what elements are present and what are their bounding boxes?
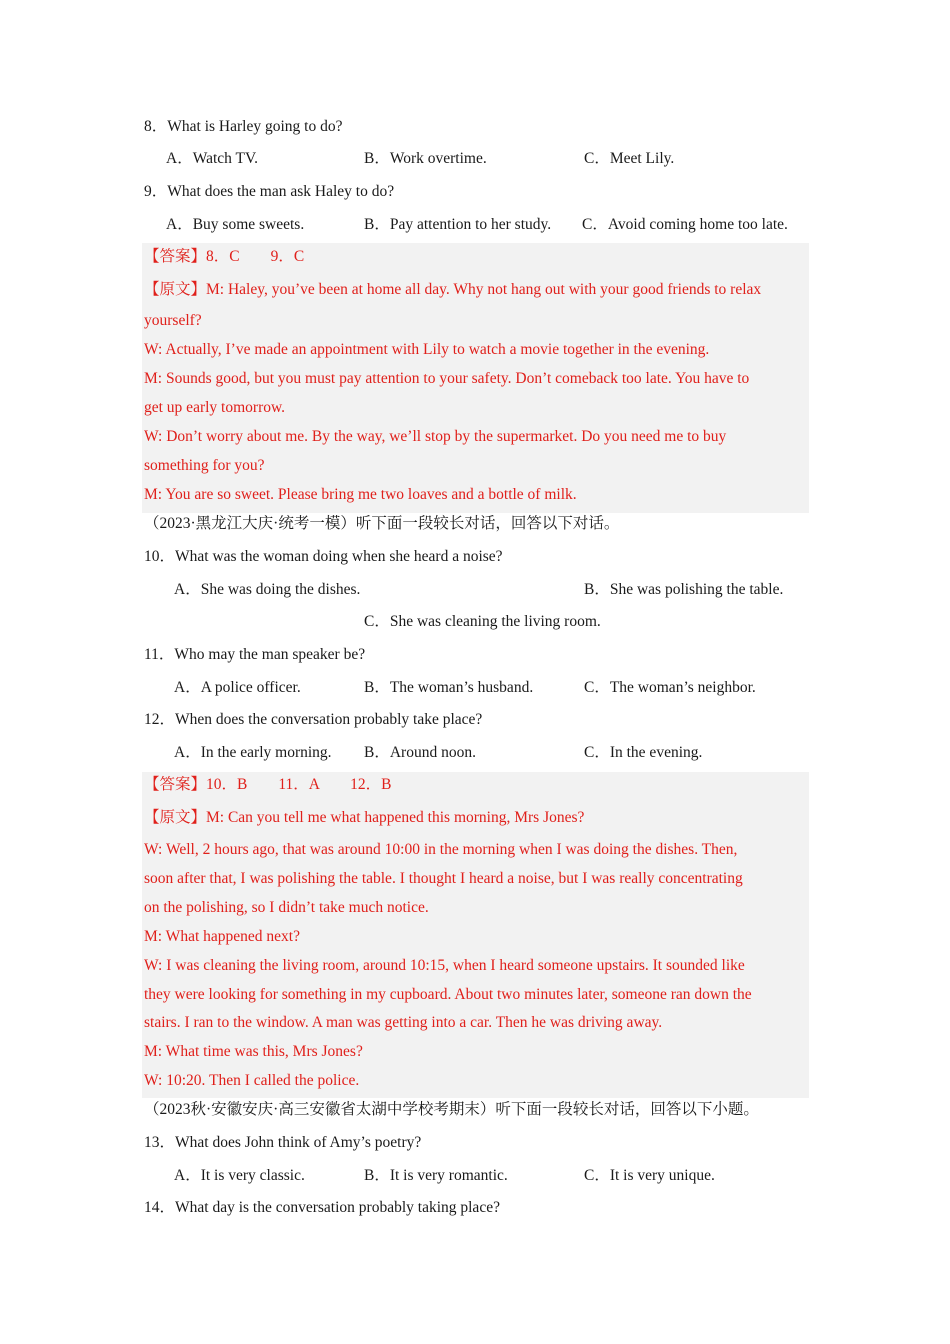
- q8-option-a: A．Watch TV.: [166, 150, 259, 167]
- transcript-1-line: something for you?: [144, 457, 265, 474]
- q12-option-c: C．In the evening.: [584, 744, 703, 761]
- q11-option-b: B．The woman’s husband.: [364, 679, 534, 696]
- question-10: 10．What was the woman doing when she heard a noise?: [144, 548, 503, 565]
- transcript-1-line: W: Actually, I’ve made an appointment with Lily to watch a movie together in the evening.: [144, 341, 710, 358]
- transcript-1-line: 【原文】M: Haley, you’ve been at home all day. Why not hang out with your good friends to relax: [144, 281, 762, 298]
- q12-option-b: B．Around noon.: [364, 744, 476, 761]
- q13-option-c: C．It is very unique.: [584, 1167, 715, 1184]
- question-13: 13．What does John think of Amy’s poetry?: [144, 1134, 422, 1151]
- q12-option-a: A．In the early morning.: [174, 744, 332, 761]
- answer-key-1: 【答案】8．C 9．C: [144, 248, 305, 265]
- transcript-2-line: stairs. I ran to the window. A man was getting into a car. Then he was driving away.: [144, 1014, 663, 1031]
- q9-option-b: B．Pay attention to her study.: [364, 216, 552, 233]
- q10-option-c: C．She was cleaning the living room.: [364, 613, 601, 630]
- q11-option-a: A．A police officer.: [174, 679, 301, 696]
- transcript-1-line: yourself?: [144, 312, 202, 329]
- transcript-2-line: M: What time was this, Mrs Jones?: [144, 1043, 363, 1060]
- transcript-1-line: W: Don’t worry about me. By the way, we’ll stop by the supermarket. Do you need me to buy: [144, 428, 727, 445]
- source-note-2: （2023秋·安徽安庆·高三安徽省太湖中学校考期末）听下面一段较长对话，回答以下小题。: [144, 1101, 759, 1118]
- answer-key-2: 【答案】10．B 11．A 12．B: [144, 776, 392, 793]
- q13-option-b: B．It is very romantic.: [364, 1167, 508, 1184]
- transcript-2-line: they were looking for something in my cupboard. About two minutes later, someone ran down the: [144, 986, 752, 1003]
- transcript-2-line: soon after that, I was polishing the table. I thought I heard a noise, but I was really concentrating: [144, 870, 743, 887]
- q13-option-a: A．It is very classic.: [174, 1167, 305, 1184]
- q9-option-a: A．Buy some sweets.: [166, 216, 305, 233]
- question-9: 9．What does the man ask Haley to do?: [144, 183, 395, 200]
- transcript-2-line: W: 10:20. Then I called the police.: [144, 1072, 360, 1089]
- transcript-1-line: M: Sounds good, but you must pay attention to your safety. Don’t comeback too late. You have to: [144, 370, 750, 387]
- q11-option-c: C．The woman’s neighbor.: [584, 679, 756, 696]
- question-8: 8．What is Harley going to do?: [144, 118, 343, 135]
- transcript-2-line: W: Well, 2 hours ago, that was around 10:00 in the morning when I was doing the dishes. Then,: [144, 841, 738, 858]
- q9-option-c: C．Avoid coming home too late.: [582, 216, 788, 233]
- q8-option-b: B．Work overtime.: [364, 150, 487, 167]
- q10-option-a: A．She was doing the dishes.: [174, 581, 361, 598]
- transcript-2-line: on the polishing, so I didn’t take much notice.: [144, 899, 429, 916]
- source-note-1: （2023·黑龙江大庆·统考一模）听下面一段较长对话，回答以下对话。: [144, 515, 620, 532]
- transcript-2-line: 【原文】M: Can you tell me what happened this morning, Mrs Jones?: [144, 809, 585, 826]
- q10-option-b: B．She was polishing the table.: [584, 581, 784, 598]
- question-11: 11．Who may the man speaker be?: [144, 646, 366, 663]
- transcript-2-line: W: I was cleaning the living room, around 10:15, when I heard someone upstairs. It sounded like: [144, 957, 745, 974]
- transcript-1-line: get up early tomorrow.: [144, 399, 286, 416]
- question-12: 12．When does the conversation probably take place?: [144, 711, 483, 728]
- transcript-2-line: M: What happened next?: [144, 928, 300, 945]
- question-14: 14．What day is the conversation probably taking place?: [144, 1199, 500, 1216]
- q8-option-c: C．Meet Lily.: [584, 150, 675, 167]
- transcript-1-line: M: You are so sweet. Please bring me two loaves and a bottle of milk.: [144, 486, 577, 503]
